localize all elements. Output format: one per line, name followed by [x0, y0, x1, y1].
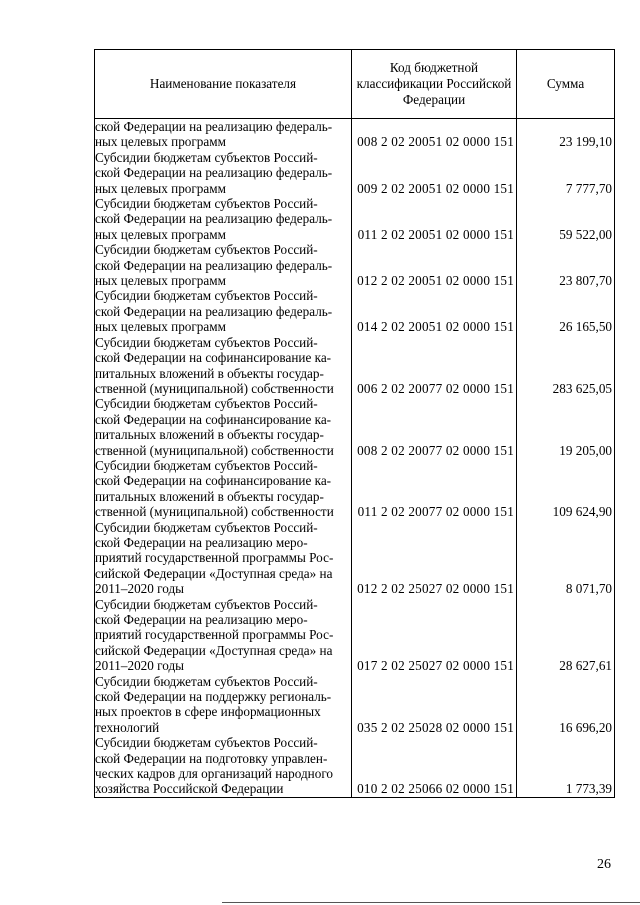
amount-cell: 23 807,70 [517, 242, 615, 288]
indicator-name-line: ных целевых программ [95, 319, 226, 335]
amount-cell: 109 624,90 [517, 458, 615, 520]
indicator-name-line: ных проектов в сфере информационных [95, 704, 321, 720]
indicator-name-cell [95, 458, 352, 520]
indicator-name-line: 2011–2020 годы [95, 658, 185, 674]
indicator-name-line: ской Федерации на реализацию меро- [95, 534, 308, 550]
amount-cell: 16 696,20 [517, 674, 615, 736]
indicator-name-cell [95, 119, 352, 150]
table-row [95, 242, 615, 288]
indicator-name-line: питальных вложений в объекты государ- [95, 488, 324, 504]
indicator-name-line: ных целевых программ [95, 180, 226, 196]
amount-cell: 283 625,05 [517, 335, 615, 397]
indicator-name-line: Субсидии бюджетам субъектов Россий- [95, 196, 318, 212]
indicator-name-cell [95, 396, 352, 458]
table-row [95, 335, 615, 397]
budget-code-cell: 006 2 02 20077 02 0000 151 [352, 335, 517, 397]
indicator-name-line: ческих кадров для организаций народного [95, 766, 334, 782]
header-name: Наименование показателя [95, 50, 352, 119]
amount-cell: 19 205,00 [517, 396, 615, 458]
indicator-name-line: ской Федерации на реализацию федераль- [95, 119, 333, 134]
budget-code-cell: 010 2 02 25066 02 0000 151 [352, 735, 517, 797]
indicator-name-line: ской Федерации на подготовку управлен- [95, 750, 328, 766]
table-body [95, 119, 615, 798]
indicator-name-line: Субсидии бюджетам субъектов Россий- [95, 396, 318, 412]
table-row [95, 674, 615, 736]
amount-cell: 59 522,00 [517, 196, 615, 242]
indicator-name-line: приятий государственной программы Рос- [95, 627, 334, 643]
indicator-name-line: ской Федерации на софинансирование ка- [95, 350, 332, 366]
budget-code-cell: 014 2 02 20051 02 0000 151 [352, 288, 517, 334]
budget-code-cell: 011 2 02 20077 02 0000 151 [352, 458, 517, 520]
indicator-name-line: Субсидии бюджетам субъектов Россий- [95, 149, 318, 165]
table-row [95, 196, 615, 242]
table-row [95, 150, 615, 196]
budget-code-cell: 008 2 02 20077 02 0000 151 [352, 396, 517, 458]
indicator-name-line: сийской Федерации «Доступная среда» на [95, 642, 333, 658]
amount-cell: 8 071,70 [517, 520, 615, 597]
indicator-name-line: ской Федерации на реализацию федераль- [95, 257, 333, 273]
amount-cell: 7 777,70 [517, 150, 615, 196]
indicator-name-line: ской Федерации на реализацию федераль- [95, 211, 333, 227]
indicator-name-line: питальных вложений в объекты государ- [95, 427, 324, 443]
table-row [95, 396, 615, 458]
indicator-name-cell [95, 735, 352, 797]
table-row [95, 520, 615, 597]
amount-cell: 26 165,50 [517, 288, 615, 334]
indicator-name-line: ных целевых программ [95, 273, 226, 289]
indicator-name-line: ных целевых программ [95, 226, 226, 242]
indicator-name-line: ственной (муниципальной) собственности [95, 380, 334, 396]
indicator-name-cell [95, 242, 352, 288]
page-number: 26 [597, 857, 611, 872]
indicator-name-line: ской Федерации на софинансирование ка- [95, 411, 332, 427]
indicator-name-line: Субсидии бюджетам субъектов Россий- [95, 735, 318, 751]
table-row [95, 735, 615, 797]
indicator-name-line: технологий [95, 719, 160, 735]
table-row [95, 288, 615, 334]
budget-code-cell: 011 2 02 20051 02 0000 151 [352, 196, 517, 242]
indicator-name-line: 2011–2020 годы [95, 581, 185, 597]
indicator-name-cell [95, 674, 352, 736]
indicator-name-line: хозяйства Российской Федерации [95, 781, 284, 797]
budget-code-cell: 012 2 02 25027 02 0000 151 [352, 520, 517, 597]
amount-cell: 23 199,10 [517, 119, 615, 150]
indicator-name-line: Субсидии бюджетам субъектов Россий- [95, 519, 318, 535]
indicator-name-line: ской Федерации на софинансирование ка- [95, 473, 332, 489]
indicator-name-line: Субсидии бюджетам субъектов Россий- [95, 242, 318, 258]
budget-code-cell: 035 2 02 25028 02 0000 151 [352, 674, 517, 736]
amount-cell: 1 773,39 [517, 735, 615, 797]
indicator-name-line: ственной (муниципальной) собственности [95, 442, 334, 458]
indicator-name-line: ской Федерации на реализацию федераль- [95, 165, 333, 181]
indicator-name-cell [95, 150, 352, 196]
amount-cell: 28 627,61 [517, 597, 615, 674]
indicator-name-line: Субсидии бюджетам субъектов Россий- [95, 457, 318, 473]
indicator-name-line: ской Федерации на реализацию меро- [95, 612, 308, 627]
budget-code-cell: 017 2 02 25027 02 0000 151 [352, 597, 517, 674]
indicator-name-cell [95, 335, 352, 397]
indicator-name-line: сийской Федерации «Доступная среда» на [95, 565, 333, 581]
indicator-name-line: Субсидии бюджетам субъектов Россий- [95, 288, 318, 304]
header-code: Код бюджетной классификации Российской Федерации [352, 50, 517, 119]
table-header [95, 50, 615, 119]
budget-table [94, 49, 615, 798]
budget-code-cell: 012 2 02 20051 02 0000 151 [352, 242, 517, 288]
indicator-name-line: ской Федерации на реализацию федераль- [95, 303, 333, 319]
indicator-name-cell [95, 520, 352, 597]
indicator-name-cell [95, 597, 352, 674]
table-row [95, 597, 615, 674]
table-row [95, 458, 615, 520]
indicator-name-line: питальных вложений в объекты государ- [95, 365, 324, 381]
budget-code-cell: 009 2 02 20051 02 0000 151 [352, 150, 517, 196]
table-row [95, 119, 615, 150]
indicator-name-line: приятий государственной программы Рос- [95, 550, 334, 566]
indicator-name-line: Субсидии бюджетам субъектов Россий- [95, 334, 318, 350]
indicator-name-line: Субсидии бюджетам субъектов Россий- [95, 673, 318, 689]
indicator-name-line: Субсидии бюджетам субъектов Россий- [95, 596, 318, 612]
indicator-name-line: ственной (муниципальной) собственности [95, 504, 334, 520]
footer-divider [222, 902, 640, 903]
indicator-name-cell [95, 196, 352, 242]
indicator-name-line: ской Федерации на поддержку региональ- [95, 689, 332, 705]
indicator-name-line: ных целевых программ [95, 134, 226, 150]
header-sum: Сумма [517, 50, 615, 119]
indicator-name-cell [95, 288, 352, 334]
budget-code-cell: 008 2 02 20051 02 0000 151 [352, 119, 517, 150]
